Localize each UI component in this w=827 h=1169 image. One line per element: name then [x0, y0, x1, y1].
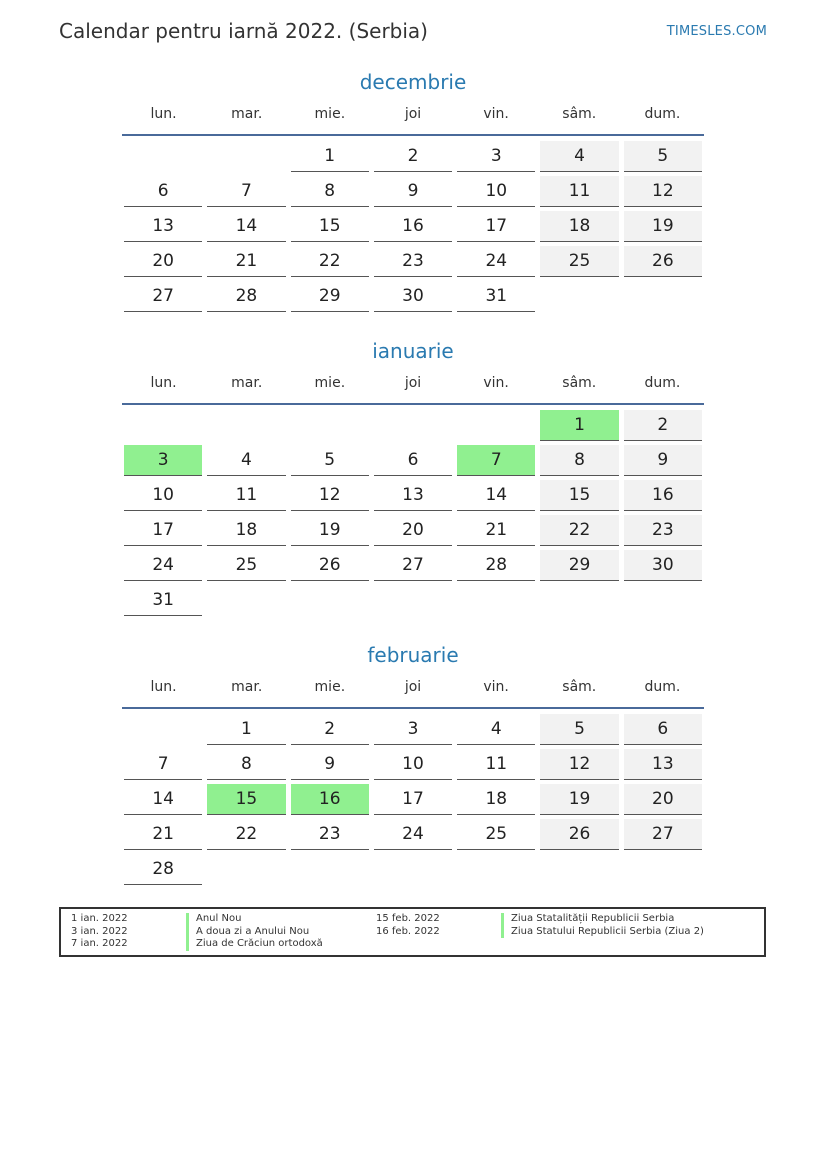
day-cell: 23: [374, 246, 452, 277]
day-cell: 12: [540, 749, 618, 780]
holiday-legend: [59, 907, 766, 957]
empty-cell: [207, 141, 285, 172]
weekday-label: dum.: [644, 375, 681, 391]
day-cell: 19: [291, 515, 369, 546]
day-cell: 23: [624, 515, 702, 546]
day-cell: 22: [291, 246, 369, 277]
weekday-label: dum.: [644, 106, 681, 122]
legend-holiday-name: A doua zi a Anului Nou: [186, 926, 323, 939]
month-january: [122, 337, 704, 616]
day-cell: 8: [540, 445, 618, 476]
empty-cell: [374, 854, 452, 885]
day-cell: 29: [291, 281, 369, 312]
day-cell: 6: [374, 445, 452, 476]
day-cell: 1: [540, 410, 618, 441]
day-cell: 23: [291, 819, 369, 850]
legend-date: 7 ian. 2022: [71, 938, 128, 949]
day-cell: 1: [291, 141, 369, 172]
weekday-label: lun.: [150, 106, 177, 122]
empty-cell: [624, 585, 702, 616]
weekday-header: [122, 371, 704, 405]
weekday-label: sâm.: [562, 106, 597, 122]
day-grid: [122, 410, 704, 616]
weekday-label: dum.: [644, 679, 681, 695]
legend-date: 3 ian. 2022: [71, 925, 128, 937]
day-cell: 3: [374, 714, 452, 745]
empty-cell: [207, 585, 285, 616]
day-cell: 3: [124, 445, 202, 476]
day-cell: 31: [457, 281, 535, 312]
empty-cell: [207, 410, 285, 441]
day-cell: 11: [207, 480, 285, 511]
weekday-label: vin.: [483, 375, 509, 391]
day-cell: 9: [374, 176, 452, 207]
empty-cell: [457, 410, 535, 441]
weekday-header: [122, 675, 704, 709]
legend-holiday-name: Ziua Statului Republicii Serbia (Ziua 2): [501, 926, 704, 939]
day-cell: 10: [374, 749, 452, 780]
day-cell: 18: [207, 515, 285, 546]
legend-date: 15 feb. 2022: [376, 913, 440, 924]
day-cell: 24: [124, 550, 202, 581]
weekday-label: lun.: [150, 679, 177, 695]
day-cell: 5: [540, 714, 618, 745]
day-cell: 28: [207, 281, 285, 312]
day-cell: 6: [624, 714, 702, 745]
day-cell: 20: [374, 515, 452, 546]
legend-names-left: [186, 913, 323, 951]
day-cell: 27: [624, 819, 702, 850]
legend-date: 16 feb. 2022: [376, 925, 440, 937]
empty-cell: [624, 281, 702, 312]
month-title: februarie: [367, 643, 459, 667]
legend-date: 1 ian. 2022: [71, 913, 128, 924]
empty-cell: [291, 585, 369, 616]
month-title: decembrie: [359, 70, 467, 94]
empty-cell: [540, 854, 618, 885]
day-cell: 25: [457, 819, 535, 850]
day-cell: 28: [124, 854, 202, 885]
legend-holiday-name: Anul Nou: [186, 913, 323, 926]
empty-cell: [540, 281, 618, 312]
legend-holiday-name: Ziua de Crăciun ortodoxă: [186, 938, 323, 951]
day-cell: 12: [291, 480, 369, 511]
weekday-label: lun.: [150, 375, 177, 391]
page-title: Calendar pentru iarnă 2022. (Serbia): [59, 19, 428, 43]
day-cell: 13: [624, 749, 702, 780]
month-february: [122, 641, 704, 885]
day-cell: 31: [124, 585, 202, 616]
day-cell: 11: [457, 749, 535, 780]
weekday-label: sâm.: [562, 679, 597, 695]
day-cell: 21: [207, 246, 285, 277]
day-cell: 27: [124, 281, 202, 312]
day-cell: 20: [624, 784, 702, 815]
weekday-label: mar.: [231, 106, 263, 122]
day-cell: 17: [457, 211, 535, 242]
day-cell: 17: [374, 784, 452, 815]
empty-cell: [124, 410, 202, 441]
day-cell: 8: [207, 749, 285, 780]
legend-dates-right: [376, 913, 440, 938]
weekday-label: sâm.: [562, 375, 597, 391]
empty-cell: [207, 854, 285, 885]
day-cell: 7: [207, 176, 285, 207]
day-cell: 4: [540, 141, 618, 172]
day-cell: 2: [291, 714, 369, 745]
day-cell: 12: [624, 176, 702, 207]
day-cell: 26: [624, 246, 702, 277]
day-cell: 9: [624, 445, 702, 476]
day-cell: 26: [291, 550, 369, 581]
legend-dates-left: [71, 913, 128, 951]
day-cell: 16: [291, 784, 369, 815]
day-cell: 11: [540, 176, 618, 207]
day-cell: 14: [124, 784, 202, 815]
day-cell: 30: [624, 550, 702, 581]
day-cell: 5: [291, 445, 369, 476]
empty-cell: [457, 585, 535, 616]
empty-cell: [624, 854, 702, 885]
day-cell: 17: [124, 515, 202, 546]
day-cell: 15: [540, 480, 618, 511]
day-cell: 14: [457, 480, 535, 511]
day-cell: 15: [207, 784, 285, 815]
empty-cell: [540, 585, 618, 616]
day-cell: 10: [457, 176, 535, 207]
empty-cell: [124, 141, 202, 172]
day-cell: 15: [291, 211, 369, 242]
month-december: [122, 68, 704, 312]
empty-cell: [291, 410, 369, 441]
weekday-label: joi: [404, 375, 422, 391]
day-cell: 22: [207, 819, 285, 850]
day-cell: 25: [207, 550, 285, 581]
day-cell: 16: [374, 211, 452, 242]
day-cell: 2: [374, 141, 452, 172]
day-cell: 5: [624, 141, 702, 172]
weekday-label: joi: [404, 679, 422, 695]
empty-cell: [291, 854, 369, 885]
weekday-header: [122, 102, 704, 136]
empty-cell: [457, 854, 535, 885]
day-cell: 13: [374, 480, 452, 511]
day-cell: 19: [540, 784, 618, 815]
day-cell: 13: [124, 211, 202, 242]
empty-cell: [124, 714, 202, 745]
day-cell: 7: [457, 445, 535, 476]
weekday-label: joi: [404, 106, 422, 122]
day-cell: 2: [624, 410, 702, 441]
day-cell: 6: [124, 176, 202, 207]
day-cell: 28: [457, 550, 535, 581]
site-link[interactable]: TIMESLES.COM: [666, 24, 767, 39]
day-cell: 26: [540, 819, 618, 850]
day-cell: 9: [291, 749, 369, 780]
day-cell: 21: [124, 819, 202, 850]
day-cell: 10: [124, 480, 202, 511]
day-grid: [122, 714, 704, 885]
day-cell: 4: [207, 445, 285, 476]
day-cell: 3: [457, 141, 535, 172]
day-grid: [122, 141, 704, 312]
day-cell: 8: [291, 176, 369, 207]
day-cell: 22: [540, 515, 618, 546]
weekday-label: mar.: [231, 679, 263, 695]
day-cell: 18: [540, 211, 618, 242]
day-cell: 27: [374, 550, 452, 581]
day-cell: 19: [624, 211, 702, 242]
day-cell: 30: [374, 281, 452, 312]
weekday-label: mie.: [314, 106, 346, 122]
day-cell: 14: [207, 211, 285, 242]
day-cell: 29: [540, 550, 618, 581]
weekday-label: mie.: [314, 679, 346, 695]
empty-cell: [374, 585, 452, 616]
day-cell: 24: [457, 246, 535, 277]
day-cell: 20: [124, 246, 202, 277]
weekday-label: mie.: [314, 375, 346, 391]
day-cell: 1: [207, 714, 285, 745]
empty-cell: [374, 410, 452, 441]
weekday-label: vin.: [483, 679, 509, 695]
day-cell: 25: [540, 246, 618, 277]
day-cell: 21: [457, 515, 535, 546]
weekday-label: vin.: [483, 106, 509, 122]
legend-names-right: [501, 913, 704, 938]
day-cell: 16: [624, 480, 702, 511]
month-title: ianuarie: [372, 339, 454, 363]
legend-holiday-name: Ziua Statalității Republicii Serbia: [501, 913, 704, 926]
day-cell: 18: [457, 784, 535, 815]
weekday-label: mar.: [231, 375, 263, 391]
day-cell: 7: [124, 749, 202, 780]
day-cell: 24: [374, 819, 452, 850]
day-cell: 4: [457, 714, 535, 745]
